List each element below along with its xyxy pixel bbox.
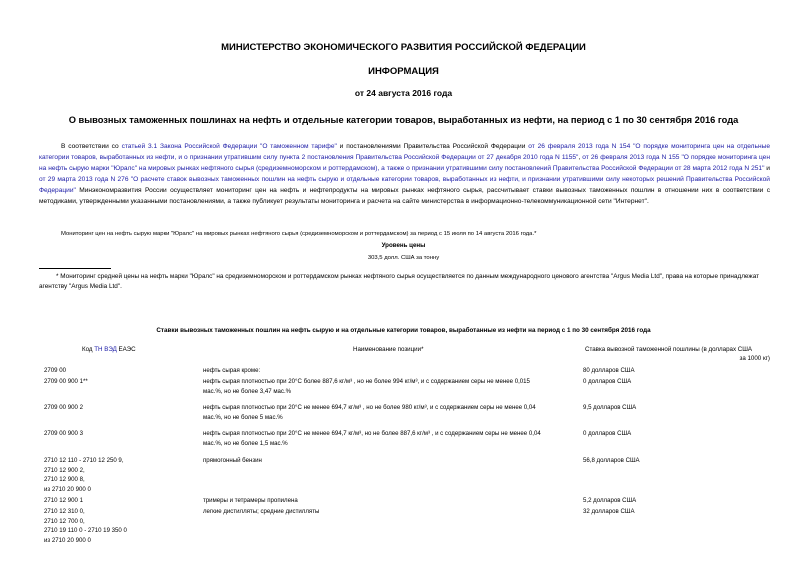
name-cell (203, 377, 530, 396)
decree-155-link[interactable]: от 26 февраля 2013 года N 155 "О порядке мониторинга цен на нефть сырую марки "Юралс" на мировых рынках нефтяного сырья (средиземноморском и роттердамском), а также о признании утратившими силу постановлений Правительства Российской Федерации от 28 марта 2012 года N 251" (39, 153, 770, 172)
code-cell-line: 2710 12 900 8, (44, 476, 85, 484)
intro-paragraph (39, 142, 770, 207)
code-cell-line: 2710 12 900 1 (44, 497, 83, 504)
col-header-rate-line2: за 1000 кг) (739, 355, 770, 362)
col-header-code (82, 345, 136, 354)
code-cell-line: 2709 00 (44, 367, 67, 374)
tnved-link[interactable]: ТН ВЭД (94, 346, 117, 353)
col-header-name: Наименование позиции* (353, 346, 424, 353)
para-text: и постановлениями Правительства Российской Федерации (336, 143, 529, 150)
col-header-rate (585, 345, 770, 363)
name-cell-line: мас.%, но не более 3,47 мас.% (203, 387, 292, 395)
code-cell-line: из 2710 20 900 0 (44, 485, 91, 493)
col-header-code-b: ЕАЭС (116, 346, 136, 353)
para-text: и (764, 164, 770, 172)
code-cell-line: 2710 12 110 - 2710 12 250 9, (44, 457, 124, 464)
code-cell-line: 2710 12 900 2, (44, 466, 85, 474)
code-cell (44, 507, 127, 545)
document-type: ИНФОРМАЦИЯ (368, 66, 439, 77)
rate-cell (583, 366, 635, 376)
monitoring-text: Мониторинг цен на нефть сырую марки "Юралс" на мировых рынках нефтяного сырья (средиземноморском и роттердамском) за период с 15 июля по 14 августа 2016 года.* (61, 231, 537, 237)
rate-cell-line: 0 долларов США (583, 430, 632, 437)
name-cell-line: нефть сырая плотностью при 20°С не менее 694,7 кг/м³, но не более 887,6 кг/м³ , и с содержанием серы не менее 0,04 (203, 430, 541, 437)
col-header-rate-line1: Ставка вывозной таможенной пошлины (в долларах США (585, 346, 753, 353)
ministry-title: МИНИСТЕРСТВО ЭКОНОМИЧЕСКОГО РАЗВИТИЯ РОССИЙСКОЙ ФЕДЕРАЦИИ (221, 42, 586, 53)
table-title: Ставки вывозных таможенных пошлин на нефть сырую и на отдельные категории товаров, выработанные из нефти на период с 1 по 30 сентября 2016 года (156, 327, 651, 334)
document-date: от 24 августа 2016 года (354, 88, 453, 98)
rate-cell (583, 456, 640, 466)
code-cell (44, 366, 66, 376)
code-cell-line: 2709 00 900 3 (44, 430, 83, 437)
code-cell (44, 456, 124, 494)
para-text: , (578, 153, 583, 161)
name-cell-line: нефть сырая кроме: (203, 367, 261, 374)
code-cell-line: 2710 12 700 0, (44, 517, 85, 525)
code-cell (44, 403, 83, 413)
code-cell-line: 2709 00 900 2 (44, 404, 83, 411)
para-text: В соответствии со (61, 143, 122, 150)
name-cell-line: нефть сырая плотностью при 20°С более 887,6 кг/м³ , но не более 994 кг/м³, и с содержанием серы не менее 0,015 (203, 378, 530, 385)
rate-cell (583, 429, 631, 439)
name-cell-line: мас.%, но не более 1,5 мас.% (203, 439, 288, 447)
rate-cell (583, 507, 635, 517)
rate-cell-line: 9,5 долларов США (583, 404, 637, 411)
code-cell (44, 429, 83, 439)
code-cell (44, 496, 83, 506)
rate-cell (583, 403, 636, 413)
rate-cell-line: 80 долларов США (583, 367, 635, 374)
name-cell (203, 429, 541, 448)
name-cell-line: тримеры и тетрамеры пропилена (203, 497, 298, 504)
code-cell (44, 377, 88, 387)
name-cell (203, 496, 298, 506)
name-cell (203, 507, 319, 517)
rate-cell-line: 56,8 долларов США (583, 457, 640, 464)
law-link[interactable]: статьей 3.1 Закона Российской Федерации "О таможенном тарифе" (121, 143, 337, 150)
para-text: Минэкономразвития России осуществляет мониторинг цен на нефть и нефтепродукты на мировых рынках нефтяного сырья, рассчитывает ставки вывозных таможенных пошлин в отношении них в соответствии с методиками, утвержденными указанными постановлениями, а также публикует результаты мониторинга и расчета на сайте министерства в информационно-телекоммуникационной сети "Интернет". (39, 186, 770, 205)
code-cell-line: из 2710 20 900 0 (44, 536, 91, 544)
code-cell-line: 2709 00 900 1** (44, 378, 88, 385)
rate-cell (583, 496, 636, 506)
rate-cell-line: 5,2 долларов США (583, 497, 637, 504)
col-header-code-a: Код (82, 346, 95, 353)
rate-cell-line: 0 долларов США (583, 378, 632, 385)
price-level-label: Уровень цены (381, 242, 426, 249)
footnote-divider (39, 268, 111, 269)
name-cell (203, 403, 536, 422)
name-cell-line: легкие дистилляты; средние дистилляты (203, 508, 320, 515)
rate-cell (583, 377, 631, 387)
decree-276-link[interactable]: от 29 марта 2013 года N 276 "О расчете ставок вывозных таможенных пошлин на нефть сырую и отдельные категории товаров, выработанных из нефти, и признании утратившими силу некоторых решений Правительства Российской Федерации" (39, 175, 770, 194)
name-cell-line: мас.%, но не более 5 мас.% (203, 413, 283, 421)
price-value: 303,5 долл. США за тонну (367, 255, 440, 261)
footnote-text: * Мониторинг средней цены на нефть марки "Юралс" на средиземноморском и роттердамском рынках нефтяного сырья осуществляется по данным международного ценового агентства "Argus Media Ltd", права на которые принадлежат агентству "Argus Media Ltd". (39, 273, 760, 290)
footnote (39, 272, 774, 291)
code-cell-line: 2710 19 110 0 - 2710 19 350 0 (44, 527, 127, 535)
name-cell (203, 456, 262, 466)
name-cell-line: нефть сырая плотностью при 20°С не менее 694,7 кг/м³ , но не более 980 кг/м³, и с содержанием серы не менее 0,04 (203, 404, 536, 411)
code-cell-line: 2710 12 310 0, (44, 508, 85, 515)
rate-cell-line: 32 долларов США (583, 508, 635, 515)
decree-154-link[interactable]: от 26 февраля 2013 года N 154 "О порядке мониторинга цен на отдельные категории товаров, выработанных из нефти, и о признании утратившим силу пункта 2 постановления Правительства Российской Федерации от 27 декабря 2010 года N 1155" (39, 143, 770, 161)
name-cell-line: прямогонный бензин (203, 457, 262, 464)
name-cell (203, 366, 260, 376)
document-subject: О вывозных таможенных пошлинах на нефть и отдельные категории товаров, выработанных из нефти, на период с 1 по 30 сентября 2016 года (68, 115, 739, 125)
